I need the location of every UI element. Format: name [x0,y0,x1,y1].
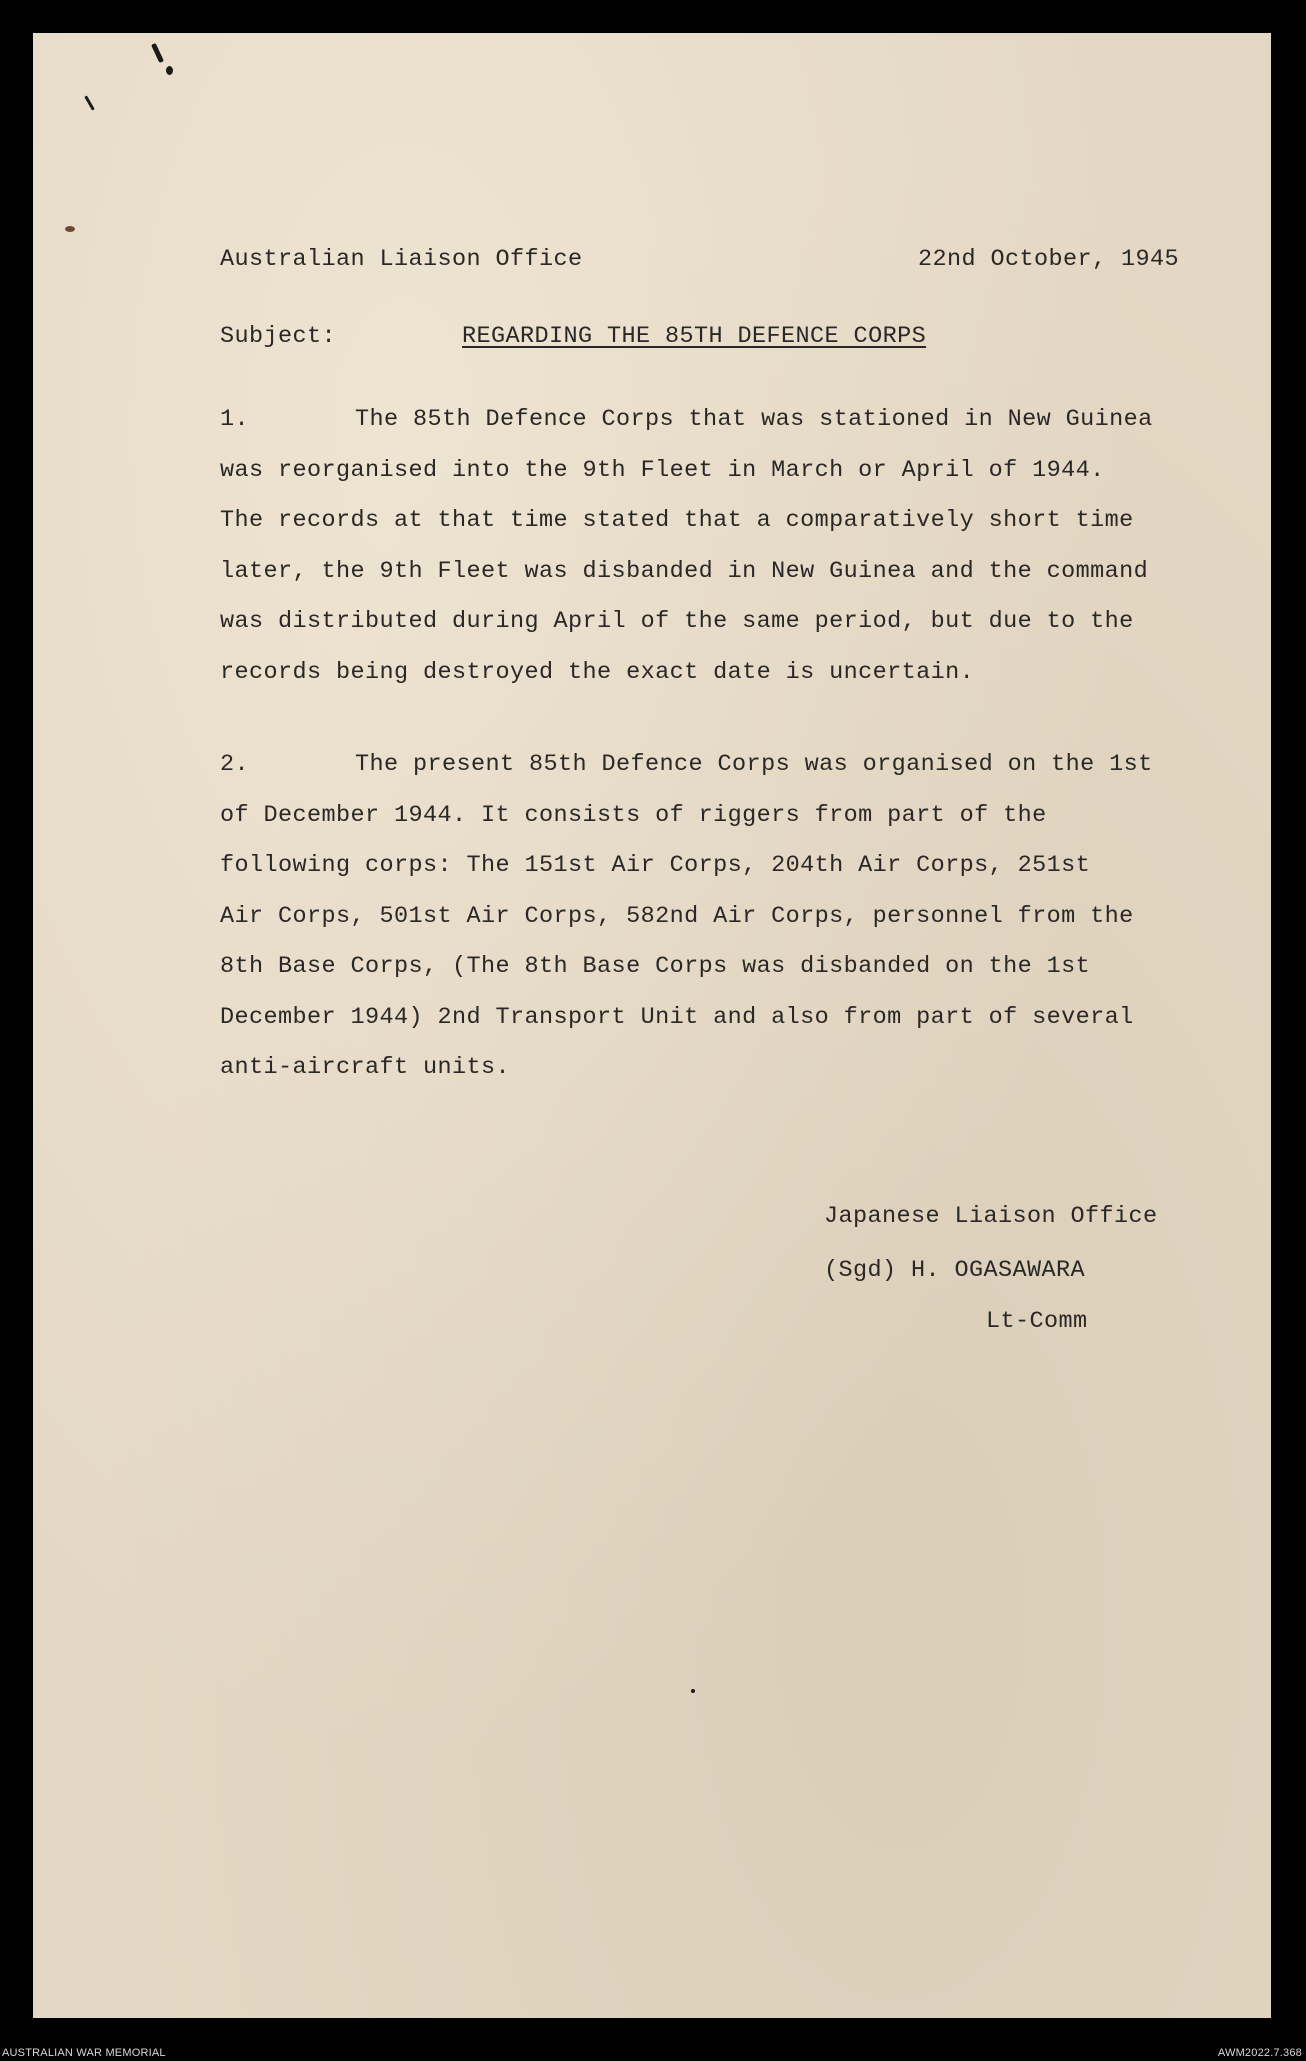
paragraph-line: The records at that time stated that a comparatively short time [220,507,1134,534]
paragraph-line: 2. The present 85th Defence Corps was organised on the 1st [220,740,1200,791]
paragraph-line: anti-aircraft units. [220,1054,511,1081]
paragraph-line: was reorganised into the 9th Fleet in March or April of 1944. [220,456,1105,484]
paragraph-line: 1. The 85th Defence Corps that was stationed in New Guinea [220,395,1200,446]
paragraph-line: December 1944) 2nd Transport Unit and also from part of several [220,1003,1134,1031]
paragraph-line: records being destroyed the exact date is uncertain. [220,658,975,686]
paragraph-line: later, the 9th Fleet was disbanded in New Guinea and the command [220,557,1149,585]
paragraph-line: was distributed during April of the same period, but due to the [220,608,1134,635]
footer-source: AUSTRALIAN WAR MEMORIAL [2,2047,166,2059]
ink-mark [691,1689,695,1693]
ink-mark [151,43,164,63]
paragraph-line: following corps: The 151st Air Corps, 204th Air Corps, 251st [220,852,1091,879]
signature-rank: Lt-Comm [986,1308,1088,1335]
from-office: Australian Liaison Office [220,246,583,273]
subject-title: REGARDING THE 85TH DEFENCE CORPS [462,323,927,350]
ink-mark [166,66,173,75]
paragraph-line: Air Corps, 501st Air Corps, 582nd Air Corps, personnel from the [220,902,1134,930]
paragraph-2 [220,740,1200,1094]
ink-mark [65,226,75,232]
ink-mark [84,95,95,110]
subject-label: Subject: [220,323,337,350]
signature-office: Japanese Liaison Office [824,1203,1158,1230]
signature-name: (Sgd) H. OGASAWARA [824,1257,1086,1284]
paragraph-1 [220,395,1200,698]
paragraph-number: 1. [220,406,250,433]
paragraph-number: 2. [220,751,250,778]
paragraph-line: of December 1944. It consists of riggers from part of the [220,801,1047,829]
document-date: 22nd October, 1945 [918,246,1180,273]
footer-catalogue-number: AWM2022.7.368 [1217,2047,1302,2059]
paragraph-line: 8th Base Corps, (The 8th Base Corps was disbanded on the 1st [220,953,1091,980]
